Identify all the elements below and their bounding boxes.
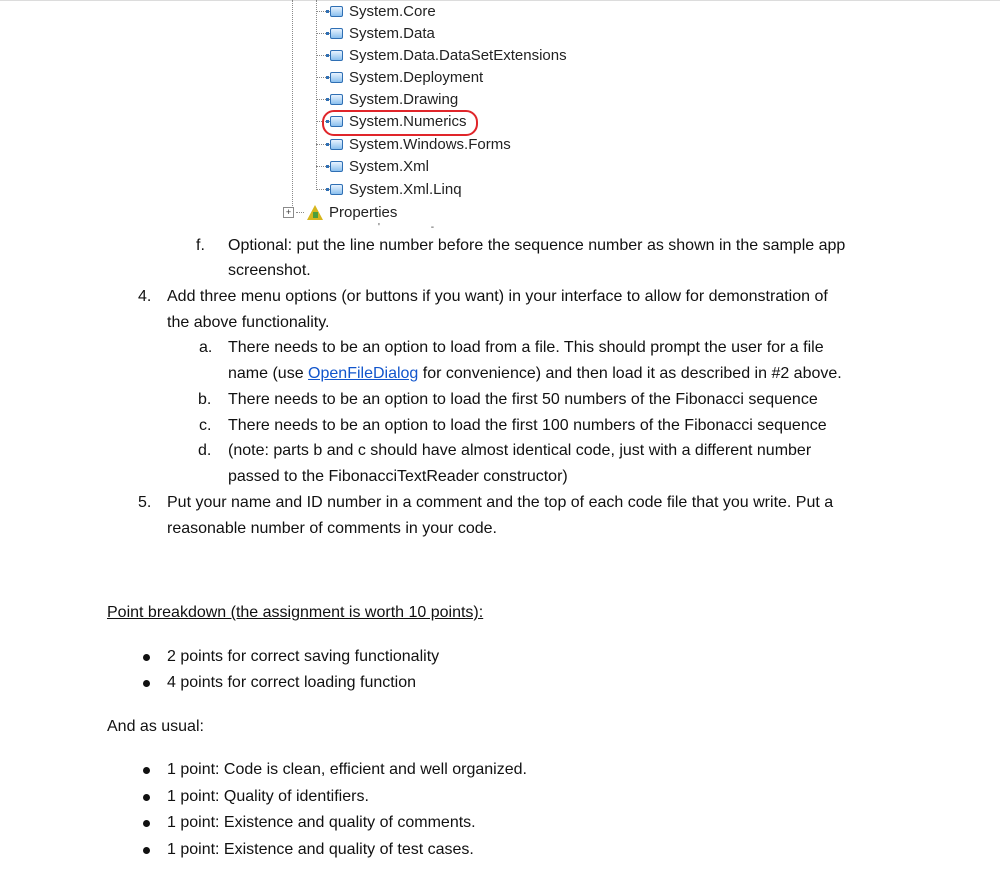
reference-icon: [330, 161, 343, 172]
list-item: 1 point: Existence and quality of test cases.: [167, 841, 474, 858]
reference-icon: [330, 94, 343, 105]
and-as-usual-label: And as usual:: [107, 718, 204, 735]
tree-item-reference[interactable]: System.Xml.Linq: [316, 178, 462, 200]
tree-item-reference[interactable]: System.Drawing: [316, 88, 458, 110]
item-4-text-cont: the above functionality.: [167, 314, 330, 331]
list-marker: f.: [196, 237, 205, 254]
item-4d-text-cont: passed to the FibonacciTextReader constructor): [228, 468, 568, 485]
item-4a-text: There needs to be an option to load from a file. This should prompt the user for a file: [228, 339, 824, 356]
tree-item-properties[interactable]: + Properties: [283, 201, 397, 223]
list-item: 1 point: Quality of identifiers.: [167, 788, 369, 805]
tree-guide-line: [292, 0, 293, 208]
tree-item-reference[interactable]: System.Xml: [316, 155, 429, 177]
bullet-icon: [143, 820, 150, 827]
bullet-icon: [143, 847, 150, 854]
reference-icon: [330, 184, 343, 195]
item-f-text-cont: screenshot.: [228, 262, 311, 279]
reference-icon: [330, 28, 343, 39]
item-4a-text-cont: name (use OpenFileDialog for convenience) and then load it as described in #2 above.: [228, 365, 842, 382]
list-item: 1 point: Code is clean, efficient and well organized.: [167, 761, 527, 778]
reference-icon: [330, 72, 343, 83]
list-marker: 5.: [138, 494, 152, 511]
item-f-text: Optional: put the line number before the sequence number as shown in the sample app: [228, 237, 846, 254]
openfiledialog-link[interactable]: OpenFileDialog: [308, 365, 419, 382]
expand-icon[interactable]: +: [283, 207, 294, 218]
reference-icon: [330, 139, 343, 150]
item-4b-text: There needs to be an option to load the first 50 numbers of the Fibonacci sequence: [228, 391, 818, 408]
list-marker: d.: [198, 442, 212, 459]
item-4-text: Add three menu options (or buttons if you want) in your interface to allow for demonstration of: [167, 288, 828, 305]
tree-item-reference[interactable]: System.Data.DataSetExtensions: [316, 44, 567, 66]
item-5-text-cont: reasonable number of comments in your code.: [167, 520, 497, 537]
bullet-icon: [143, 794, 150, 801]
tree-item-reference[interactable]: System.Windows.Forms: [316, 133, 511, 155]
item-4d-text: (note: parts b and c should have almost identical code, just with a different number: [228, 442, 812, 459]
bullet-icon: [143, 767, 150, 774]
list-item: 2 points for correct saving functionality: [167, 648, 440, 665]
list-item: 4 points for correct loading function: [167, 674, 417, 691]
list-marker: c.: [199, 417, 212, 434]
cropped-row-marks: ' -: [378, 222, 459, 233]
point-breakdown-heading: Point breakdown (the assignment is worth 10 points):: [107, 604, 484, 621]
tree-item-reference[interactable]: System.Data: [316, 22, 435, 44]
list-marker: b.: [198, 391, 212, 408]
item-4c-text: There needs to be an option to load the first 100 numbers of the Fibonacci sequence: [228, 417, 827, 434]
tree-item-reference[interactable]: System.Deployment: [316, 66, 483, 88]
list-marker: 4.: [138, 288, 152, 305]
list-item: 1 point: Existence and quality of comments.: [167, 814, 476, 831]
properties-icon: [307, 205, 323, 220]
tree-item-reference-highlighted[interactable]: System.Numerics: [316, 110, 467, 132]
list-marker: a.: [199, 339, 213, 356]
bullet-icon: [143, 654, 150, 661]
top-border: [0, 0, 1000, 1]
reference-icon: [330, 6, 343, 17]
tree-item-reference[interactable]: System.Core: [316, 0, 436, 22]
reference-icon: [330, 50, 343, 61]
bullet-icon: [143, 680, 150, 687]
item-5-text: Put your name and ID number in a comment and the top of each code file that you write. Put a: [167, 494, 834, 511]
